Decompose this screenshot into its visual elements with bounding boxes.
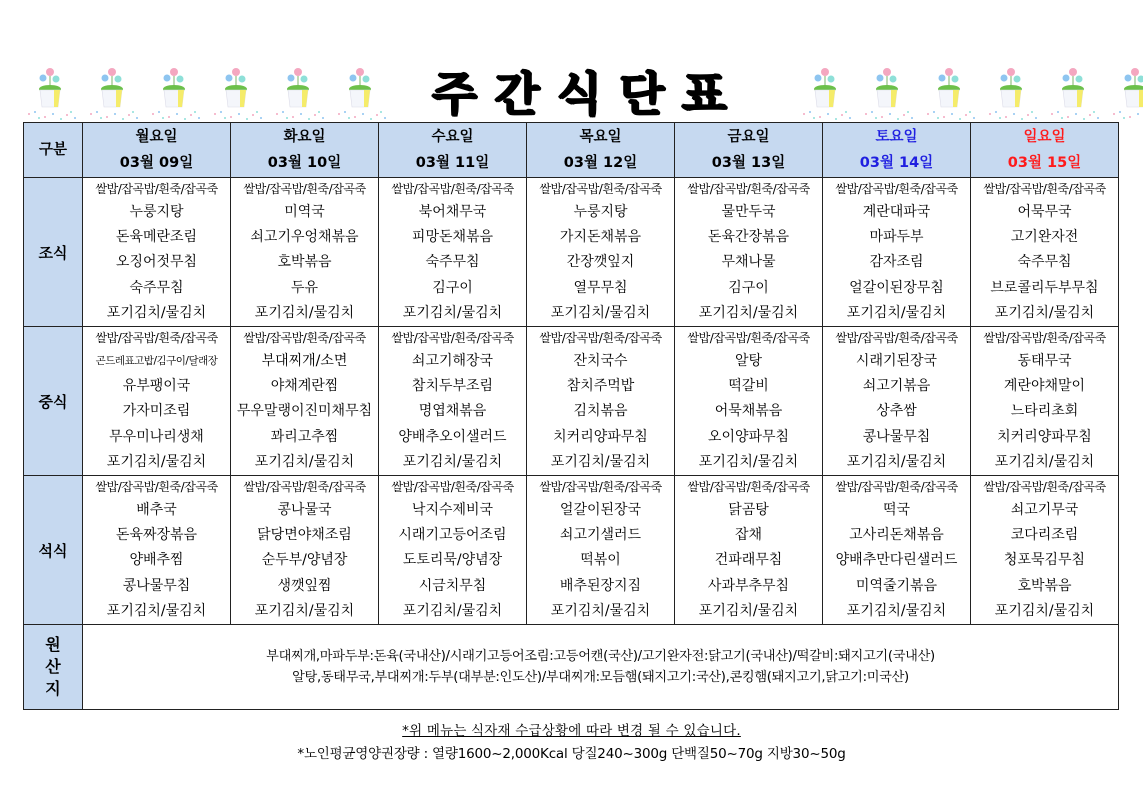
meal-cell	[823, 476, 971, 625]
staple-options: 쌀밥/잡곡밥/흰죽/잡곡죽	[243, 480, 366, 495]
dish-item: 쇠고기무국	[1010, 502, 1079, 519]
dish-item: 느타리초회	[1010, 403, 1079, 420]
day-header-sun	[971, 123, 1119, 178]
dish-item: 포기김치/물김치	[698, 304, 799, 321]
dish-item: 포기김치/물김치	[846, 602, 947, 619]
dish-item: 떡볶이	[580, 552, 621, 569]
meal-cell	[971, 476, 1119, 625]
dish-item: 가자미조림	[122, 403, 191, 420]
dish-item: 포기김치/물김치	[106, 453, 207, 470]
staple-options: 쌀밥/잡곡밥/흰죽/잡곡죽	[539, 480, 662, 495]
dish-item: 미역국	[284, 204, 325, 220]
origin-label: 원 산 지	[24, 625, 83, 710]
day-name: 토요일	[875, 129, 918, 145]
day-date: 03월 14일	[859, 155, 934, 171]
meal-row	[24, 476, 1119, 625]
origin-line-2: 알탕,동태무국,부대찌개:두부(대부분:인도산)/부대찌개:모듬햄(돼지고기:국산),콘킹햄(돼지고기,닭고기:미국산)	[292, 670, 909, 686]
dish-item: 누룽지탕	[129, 204, 184, 220]
staple-options: 쌀밥/잡곡밥/흰죽/잡곡죽	[687, 182, 810, 196]
dish-item: 계란야채말이	[1003, 378, 1086, 395]
day-header-thu	[527, 123, 675, 178]
flower-pot-icon	[209, 62, 271, 122]
decoration-right	[798, 62, 1143, 122]
dish-item: 호박볶음	[277, 254, 332, 271]
page-title: 주간식단표	[431, 67, 745, 121]
staple-options: 쌀밥/잡곡밥/흰죽/잡곡죽	[983, 331, 1106, 346]
dish-item: 포기김치/물김치	[846, 453, 947, 470]
day-name: 월요일	[135, 129, 178, 145]
dish-item: 포기김치/물김치	[994, 304, 1095, 321]
flower-pot-icon	[1046, 62, 1108, 122]
dish-item: 꽈리고추찜	[270, 428, 339, 445]
dish-item: 포기김치/물김치	[846, 304, 947, 321]
dish-item: 오이양파무침	[707, 428, 790, 445]
meal-cell	[231, 178, 379, 327]
dish-item: 유부팽이국	[122, 378, 191, 395]
dish-item: 포기김치/물김치	[994, 453, 1095, 470]
meal-cell	[823, 327, 971, 476]
day-name: 수요일	[431, 129, 474, 145]
dish-item: 포기김치/물김치	[402, 602, 503, 619]
meal-cell	[83, 327, 231, 476]
dish-item: 고사리돈채볶음	[849, 527, 944, 544]
dish-item: 상추쌈	[876, 403, 917, 420]
dish-item: 무채나물	[721, 254, 776, 271]
dish-item: 순두부/양념장	[261, 552, 348, 569]
dish-item: 물만두국	[721, 204, 776, 220]
dish-item: 치커리양파무침	[997, 428, 1092, 445]
dish-item: 포기김치/물김치	[550, 304, 651, 321]
dish-item: 쇠고기우엉채볶음	[250, 229, 359, 246]
staple-options: 쌀밥/잡곡밥/흰죽/잡곡죽	[835, 182, 958, 196]
meal-cell	[527, 327, 675, 476]
dish-item: 김치볶음	[573, 403, 628, 420]
staple-options: 쌀밥/잡곡밥/흰죽/잡곡죽	[687, 331, 810, 346]
dish-item: 북어채무국	[418, 204, 487, 220]
day-header-mon	[83, 123, 231, 178]
dish-item: 오징어젓무침	[115, 254, 198, 271]
dish-item: 포기김치/물김치	[698, 453, 799, 470]
dish-item: 시래기고등어조림	[398, 527, 507, 544]
dish-item: 포기김치/물김치	[698, 602, 799, 619]
staple-options: 쌀밥/잡곡밥/흰죽/잡곡죽	[983, 480, 1106, 495]
day-name: 금요일	[727, 129, 770, 145]
dish-item: 콩나물무침	[862, 428, 931, 445]
dish-item: 치커리양파무침	[553, 428, 648, 445]
dish-item: 배추국	[136, 502, 177, 519]
meal-cell	[675, 178, 823, 327]
dish-item: 떡갈비	[728, 378, 769, 395]
staple-options: 쌀밥/잡곡밥/흰죽/잡곡죽	[95, 480, 218, 495]
dish-item: 쇠고기볶음	[862, 378, 931, 395]
title-banner	[23, 62, 1117, 122]
staple-options: 쌀밥/잡곡밥/흰죽/잡곡죽	[391, 480, 514, 495]
dish-item: 숙주무침	[129, 279, 184, 296]
dish-item: 포기김치/물김치	[994, 602, 1095, 619]
dish-item: 생깻잎찜	[277, 577, 332, 594]
staple-options: 쌀밥/잡곡밥/흰죽/잡곡죽	[95, 331, 218, 346]
dish-item: 사과부추무침	[707, 577, 790, 594]
dish-item: 얼갈이된장국	[559, 502, 642, 519]
dish-item: 도토리묵/양념장	[402, 552, 503, 569]
dish-item: 계란대파국	[862, 204, 931, 220]
meal-cell	[231, 327, 379, 476]
dish-item: 돈육간장볶음	[707, 229, 790, 246]
dish-item: 참치두부조림	[411, 378, 494, 395]
dish-item: 피망돈채볶음	[411, 229, 494, 246]
flower-pot-icon	[798, 62, 860, 122]
dish-item: 떡국	[882, 502, 911, 519]
dish-item: 포기김치/물김치	[550, 602, 651, 619]
meal-cell	[83, 476, 231, 625]
dish-item: 감자조림	[869, 254, 924, 271]
meal-row	[24, 327, 1119, 476]
origin-row	[24, 625, 1119, 710]
dish-item: 가지돈채볶음	[559, 229, 642, 246]
dish-item: 포기김치/물김치	[254, 304, 355, 321]
dish-item: 포기김치/물김치	[254, 453, 355, 470]
day-date: 03월 12일	[563, 155, 638, 171]
meal-label: 중식	[24, 327, 83, 476]
day-date: 03월 15일	[1007, 155, 1082, 171]
dish-item: 곤드레표고밥/김구이/달래장	[95, 355, 218, 368]
dish-item: 얼갈이된장무침	[849, 279, 944, 296]
dish-item: 김구이	[728, 279, 769, 296]
dish-item: 호박볶음	[1017, 577, 1072, 594]
dish-item: 무우말랭이진미채무침	[236, 403, 373, 420]
meal-cell	[971, 327, 1119, 476]
meal-cell	[971, 178, 1119, 327]
dish-item: 포기김치/물김치	[402, 453, 503, 470]
origin-line-1: 부대찌개,마파두부:돈육(국내산)/시래기고등어조림:고등어캔(국산)/고기완자전:닭고기(국내산)/떡갈비:돼지고기(국내산)	[266, 649, 935, 665]
dish-item: 쇠고기샐러드	[559, 527, 642, 544]
dish-item: 청포묵김무침	[1003, 552, 1086, 569]
flower-pot-icon	[147, 62, 209, 122]
dish-item: 김구이	[432, 279, 473, 296]
day-date: 03월 11일	[415, 155, 490, 171]
dish-item: 포기김치/물김치	[402, 304, 503, 321]
weekly-menu-table	[23, 122, 1119, 710]
staple-options: 쌀밥/잡곡밥/흰죽/잡곡죽	[243, 182, 366, 196]
dish-item: 잡채	[734, 527, 763, 544]
meal-label: 석식	[24, 476, 83, 625]
dish-item: 부대찌개/소면	[261, 353, 348, 370]
meal-label: 조식	[24, 178, 83, 327]
dish-item: 건파래무침	[714, 552, 783, 569]
staple-options: 쌀밥/잡곡밥/흰죽/잡곡죽	[835, 331, 958, 346]
day-header-fri	[675, 123, 823, 178]
staple-options: 쌀밥/잡곡밥/흰죽/잡곡죽	[95, 182, 218, 196]
dish-item: 알탕	[734, 353, 763, 370]
header-label-cell: 구분	[24, 123, 83, 178]
meal-cell	[83, 178, 231, 327]
dish-item: 돈육메란조림	[115, 229, 198, 246]
dish-item: 미역줄기볶음	[855, 577, 938, 594]
dish-item: 두유	[290, 279, 319, 296]
flower-pot-icon	[271, 62, 333, 122]
meal-cell	[823, 178, 971, 327]
dish-item: 돈육짜장볶음	[115, 527, 198, 544]
day-header-tue	[231, 123, 379, 178]
dish-item: 시금치무침	[418, 577, 487, 594]
dish-item: 양배추오이샐러드	[398, 428, 507, 445]
staple-options: 쌀밥/잡곡밥/흰죽/잡곡죽	[983, 182, 1106, 196]
meal-row	[24, 178, 1119, 327]
meal-cell	[379, 178, 527, 327]
meal-cell	[527, 476, 675, 625]
dish-item: 참치주먹밥	[566, 378, 635, 395]
dish-item: 동태무국	[1017, 353, 1072, 370]
day-name: 화요일	[283, 129, 326, 145]
day-name: 목요일	[579, 129, 622, 145]
dish-item: 열무무침	[573, 279, 628, 296]
day-date: 03월 09일	[119, 155, 194, 171]
day-header-sat	[823, 123, 971, 178]
dish-item: 누룽지탕	[573, 204, 628, 220]
dish-item: 어묵채볶음	[714, 403, 783, 420]
nutrition-note: *노인평균영양권장량 : 열량1600~2,000Kcal 당질240~300g 단백질50~70g 지방30~50g	[297, 746, 846, 762]
change-notice: *위 메뉴는 식자재 수급상황에 따라 변경 될 수 있습니다.	[402, 723, 741, 739]
dish-item: 배추된장지짐	[559, 577, 642, 594]
staple-options: 쌀밥/잡곡밥/흰죽/잡곡죽	[539, 331, 662, 346]
day-date: 03월 13일	[711, 155, 786, 171]
dish-item: 간장깻잎지	[566, 254, 635, 271]
dish-item: 숙주무침	[1017, 254, 1072, 271]
meal-cell	[379, 327, 527, 476]
dish-item: 숙주무침	[425, 254, 480, 271]
dish-item: 콩나물국	[277, 502, 332, 519]
staple-options: 쌀밥/잡곡밥/흰죽/잡곡죽	[835, 480, 958, 495]
staple-options: 쌀밥/잡곡밥/흰죽/잡곡죽	[391, 182, 514, 196]
dish-item: 마파두부	[869, 229, 924, 246]
flower-pot-icon	[984, 62, 1046, 122]
flower-pot-icon	[1108, 62, 1143, 122]
dish-item: 닭당면야채조림	[257, 527, 352, 544]
flower-pot-icon	[85, 62, 147, 122]
flower-pot-icon	[23, 62, 85, 122]
meal-cell	[527, 178, 675, 327]
dish-item: 명엽채볶음	[418, 403, 487, 420]
dish-item: 닭곰탕	[728, 502, 769, 519]
day-name: 일요일	[1023, 129, 1066, 145]
dish-item: 어묵무국	[1017, 204, 1072, 220]
dish-item: 포기김치/물김치	[254, 602, 355, 619]
flower-pot-icon	[333, 62, 395, 122]
flower-pot-icon	[860, 62, 922, 122]
dish-item: 포기김치/물김치	[106, 304, 207, 321]
dish-item: 고기완자전	[1010, 229, 1079, 246]
meal-cell	[231, 476, 379, 625]
staple-options: 쌀밥/잡곡밥/흰죽/잡곡죽	[539, 182, 662, 196]
staple-options: 쌀밥/잡곡밥/흰죽/잡곡죽	[243, 331, 366, 346]
dish-item: 무우미나리생채	[109, 428, 204, 445]
staple-options: 쌀밥/잡곡밥/흰죽/잡곡죽	[391, 331, 514, 346]
header-row	[24, 123, 1119, 178]
dish-item: 낙지수제비국	[411, 502, 494, 519]
dish-item: 시래기된장국	[855, 353, 938, 370]
dish-item: 포기김치/물김치	[106, 602, 207, 619]
dish-item: 콩나물무침	[122, 577, 191, 594]
origin-text	[83, 625, 1119, 710]
meal-cell	[675, 476, 823, 625]
day-date: 03월 10일	[267, 155, 342, 171]
dish-item: 쇠고기해장국	[411, 353, 494, 370]
decoration-left	[23, 62, 395, 122]
flower-pot-icon	[922, 62, 984, 122]
dish-item: 코다리조림	[1010, 527, 1079, 544]
meal-cell	[379, 476, 527, 625]
dish-item: 포기김치/물김치	[550, 453, 651, 470]
dish-item: 양배추찜	[129, 552, 184, 569]
dish-item: 야채계란찜	[270, 378, 339, 395]
dish-item: 양배추만다린샐러드	[835, 552, 958, 569]
dish-item: 잔치국수	[573, 353, 628, 370]
dish-item: 브로콜리두부무침	[990, 279, 1099, 296]
day-header-wed	[379, 123, 527, 178]
staple-options: 쌀밥/잡곡밥/흰죽/잡곡죽	[687, 480, 810, 495]
meal-cell	[675, 327, 823, 476]
